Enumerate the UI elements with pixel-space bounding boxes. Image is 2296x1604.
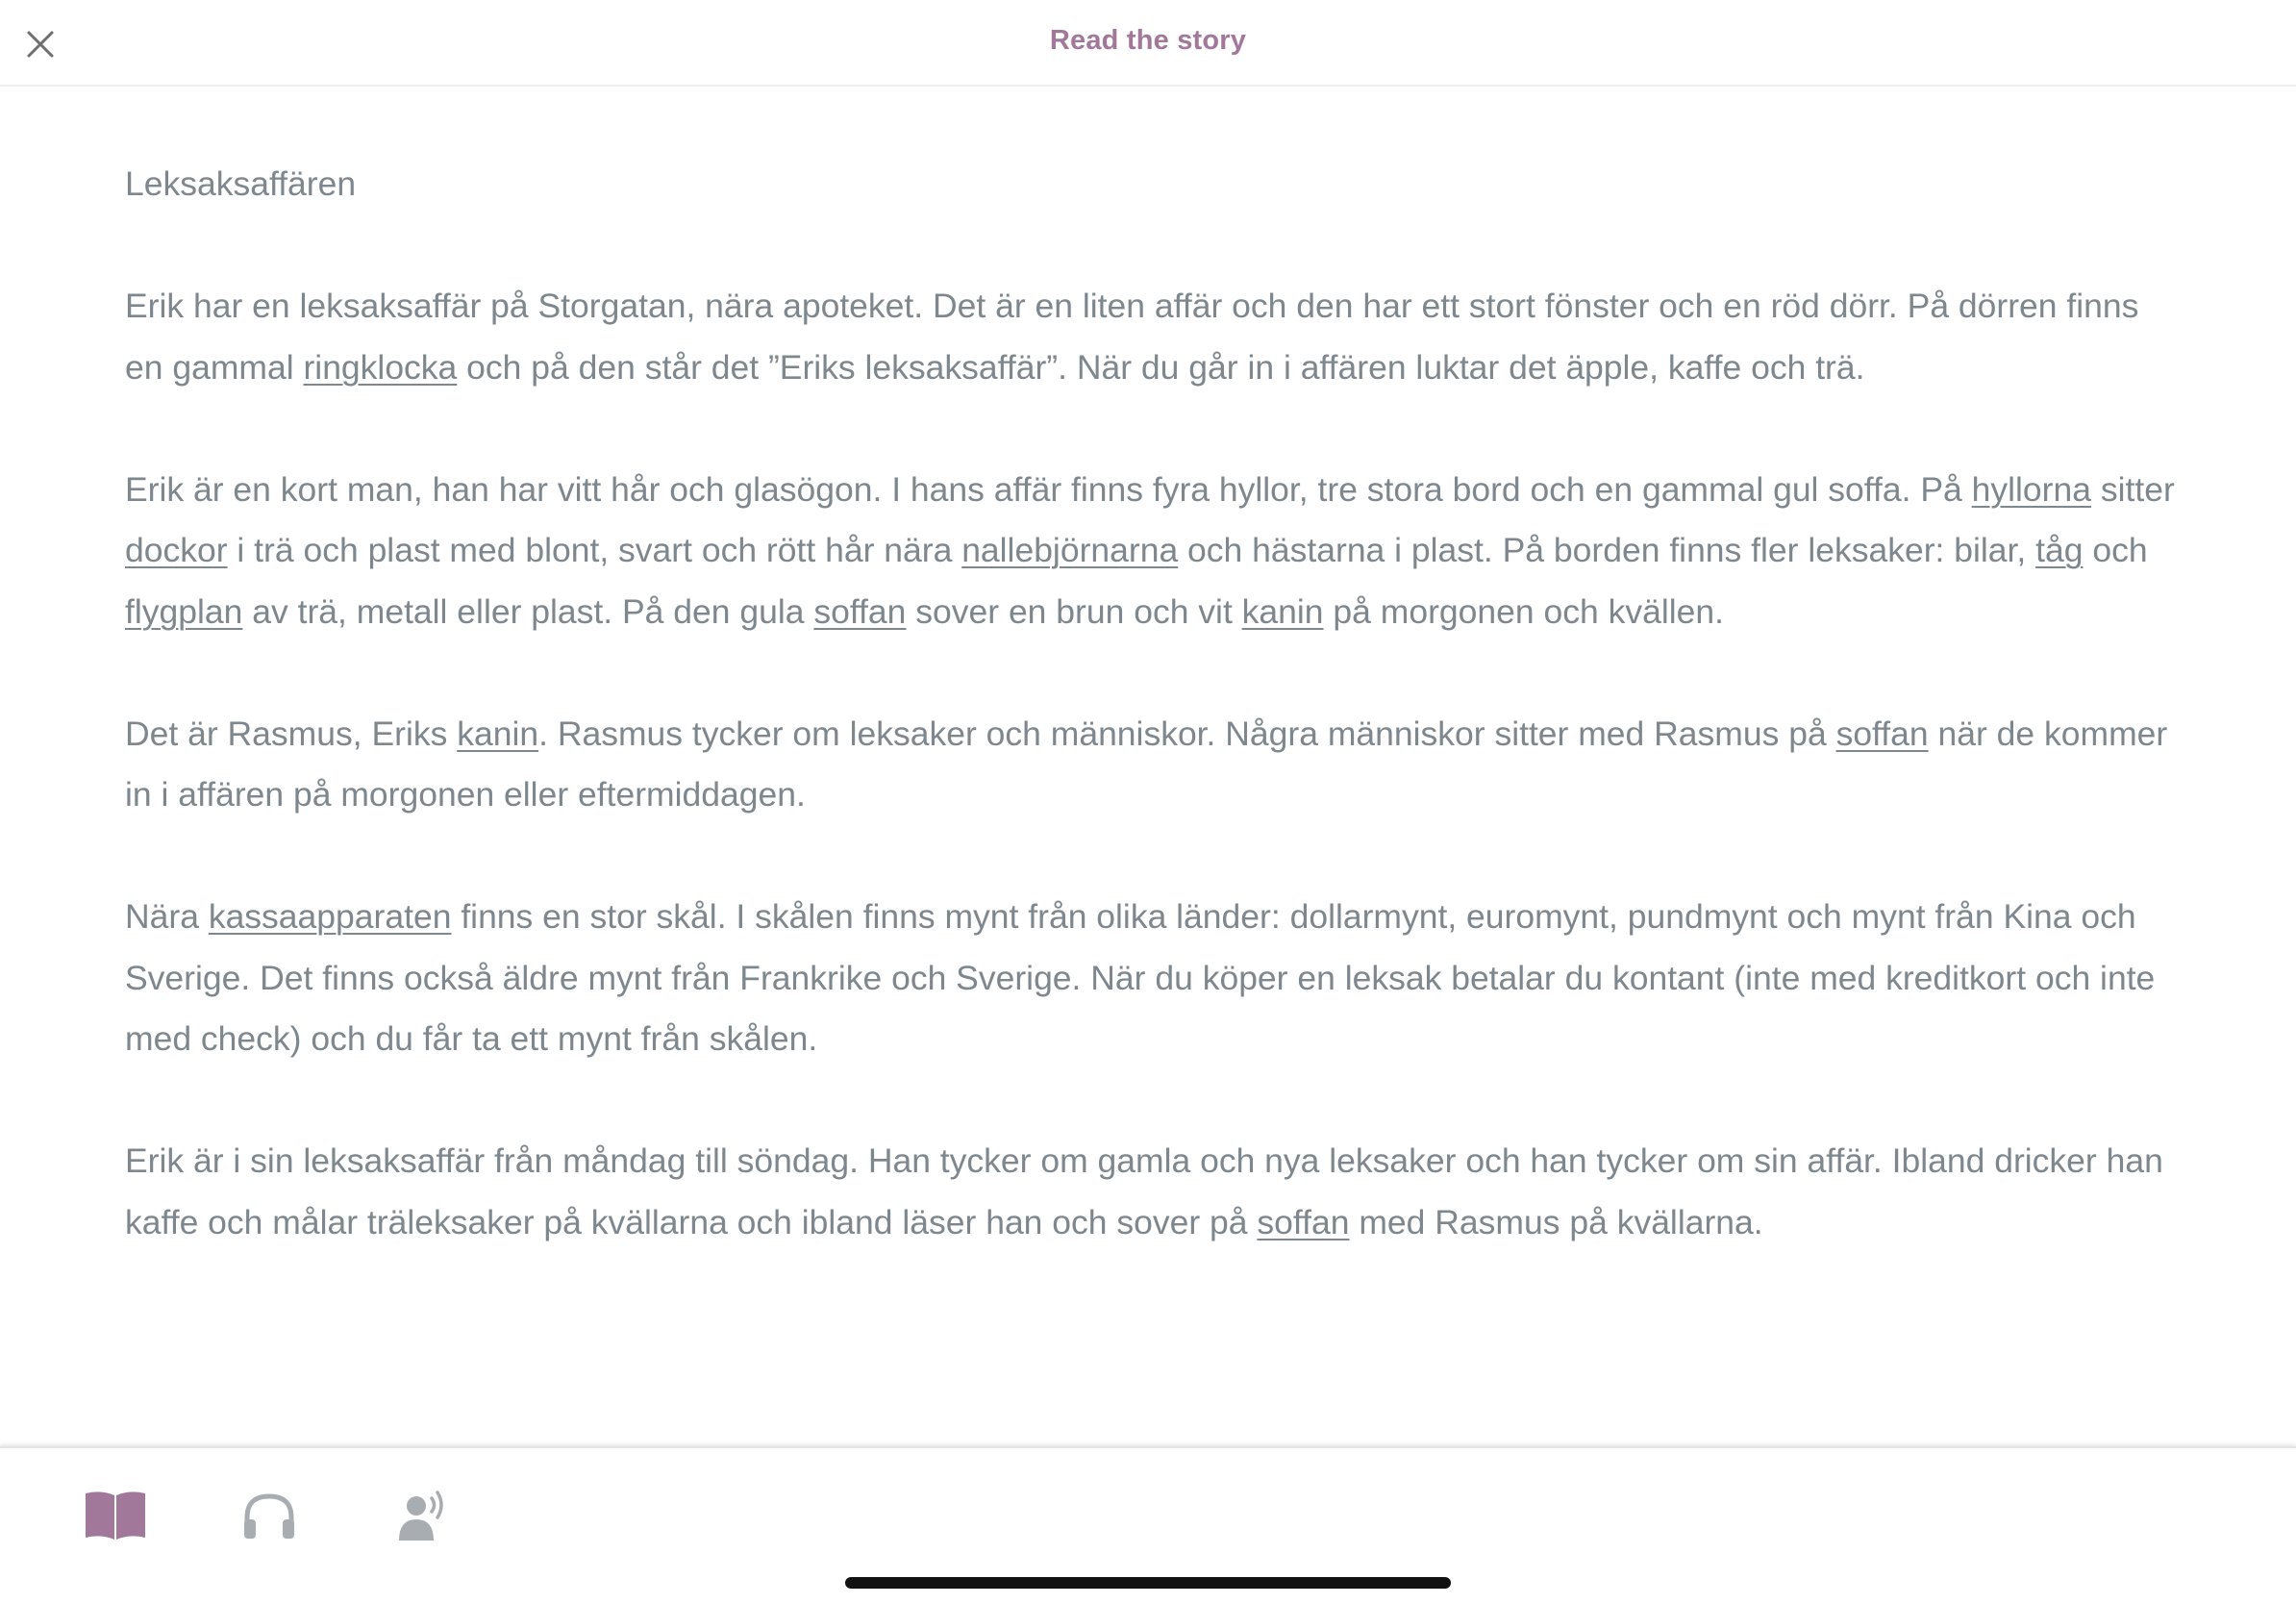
- vocabulary-link[interactable]: soffan: [1835, 714, 1929, 753]
- story-text: Erik är i sin leksaksaffär från måndag till söndag. Han tycker om gamla och nya leksaker och han tycker om sin affär. Ibland dricker han kaffe och målar träleksaker på kvällarna och ibland läser han och sover på: [125, 1141, 2163, 1241]
- vocabulary-link[interactable]: ringklocka: [303, 347, 458, 387]
- vocabulary-link[interactable]: kassaapparaten: [208, 897, 452, 936]
- story-text: Nära: [125, 897, 209, 936]
- vocabulary-link[interactable]: hyllorna: [1971, 469, 2091, 509]
- top-bar: [0, 0, 2296, 87]
- tab-speak[interactable]: [385, 1477, 462, 1554]
- vocabulary-link[interactable]: soffan: [813, 591, 907, 631]
- vocabulary-link[interactable]: nallebjörnarna: [961, 531, 1179, 569]
- story-text: på morgonen och kvällen.: [1323, 591, 1724, 631]
- story-text: och: [2083, 531, 2148, 569]
- story-text: . Rasmus tycker om leksaker och människor. Några människor sitter med Rasmus på: [538, 714, 1836, 753]
- story-text: sover en brun och vit: [906, 591, 1242, 631]
- page-title: Read the story: [1049, 25, 1247, 56]
- story-text: Erik har en leksaksaffär på Storgatan, nära apoteket. Det är en liten affär och den har ett stort fönster och en röd dörr. På dörren finns en gammal: [125, 287, 2139, 387]
- story-text: sitter: [2090, 469, 2175, 509]
- vocabulary-link[interactable]: tåg: [2035, 531, 2084, 569]
- vocabulary-link[interactable]: soffan: [1257, 1202, 1350, 1241]
- story-paragraph: [125, 704, 2183, 826]
- story-text: när de kommer in i affären på morgonen eller eftermiddagen.: [125, 714, 2168, 814]
- speaking-person-icon: [395, 1489, 451, 1542]
- story-paragraph: [125, 887, 2183, 1070]
- book-icon: [84, 1490, 147, 1541]
- story-text: och på den står det ”Eriks leksaksaffär”. När du går in i affären luktar det äpple, kaffe och trä.: [457, 347, 1865, 387]
- story-text: av trä, metall eller plast. På den gula: [242, 591, 814, 631]
- story-text: i trä och plast med blont, svart och rött hår nära: [227, 531, 962, 569]
- story-paragraph: [125, 276, 2183, 398]
- story-text: och hästarna i plast. På borden finns fler leksaker: bilar,: [1178, 531, 2036, 569]
- story-text: Erik är en kort man, han har vitt hår och glasögon. I hans affär finns fyra hyllor, tre stora bord och en gammal gul soffa. På: [125, 469, 1972, 509]
- vocabulary-link[interactable]: kanin: [457, 714, 539, 753]
- headphones-icon: [241, 1491, 297, 1541]
- story-content: [125, 154, 2183, 1315]
- home-indicator: [845, 1577, 1451, 1589]
- story-paragraph: [125, 460, 2183, 643]
- story-paragraph: [125, 1131, 2183, 1253]
- tab-listen[interactable]: [231, 1477, 308, 1554]
- story-title: Leksaksaffären: [125, 164, 357, 203]
- tab-read[interactable]: [77, 1477, 154, 1554]
- story-text: med Rasmus på kvällarna.: [1349, 1202, 1763, 1241]
- vocabulary-link[interactable]: flygplan: [125, 591, 243, 631]
- story-text: finns en stor skål. I skålen finns mynt från olika länder: dollarmynt, euromynt, pundmynt och mynt från Kina och Sverige. Det finns också äldre mynt från Frankrike och Sverige. När du köper en leksak betalar du kontant (inte med kreditkort och inte med check) och du får ta ett mynt från skålen.: [125, 897, 2156, 1058]
- vocabulary-link[interactable]: kanin: [1241, 591, 1324, 631]
- story-text: Det är Rasmus, Eriks: [125, 714, 458, 753]
- vocabulary-link[interactable]: dockor: [125, 531, 228, 569]
